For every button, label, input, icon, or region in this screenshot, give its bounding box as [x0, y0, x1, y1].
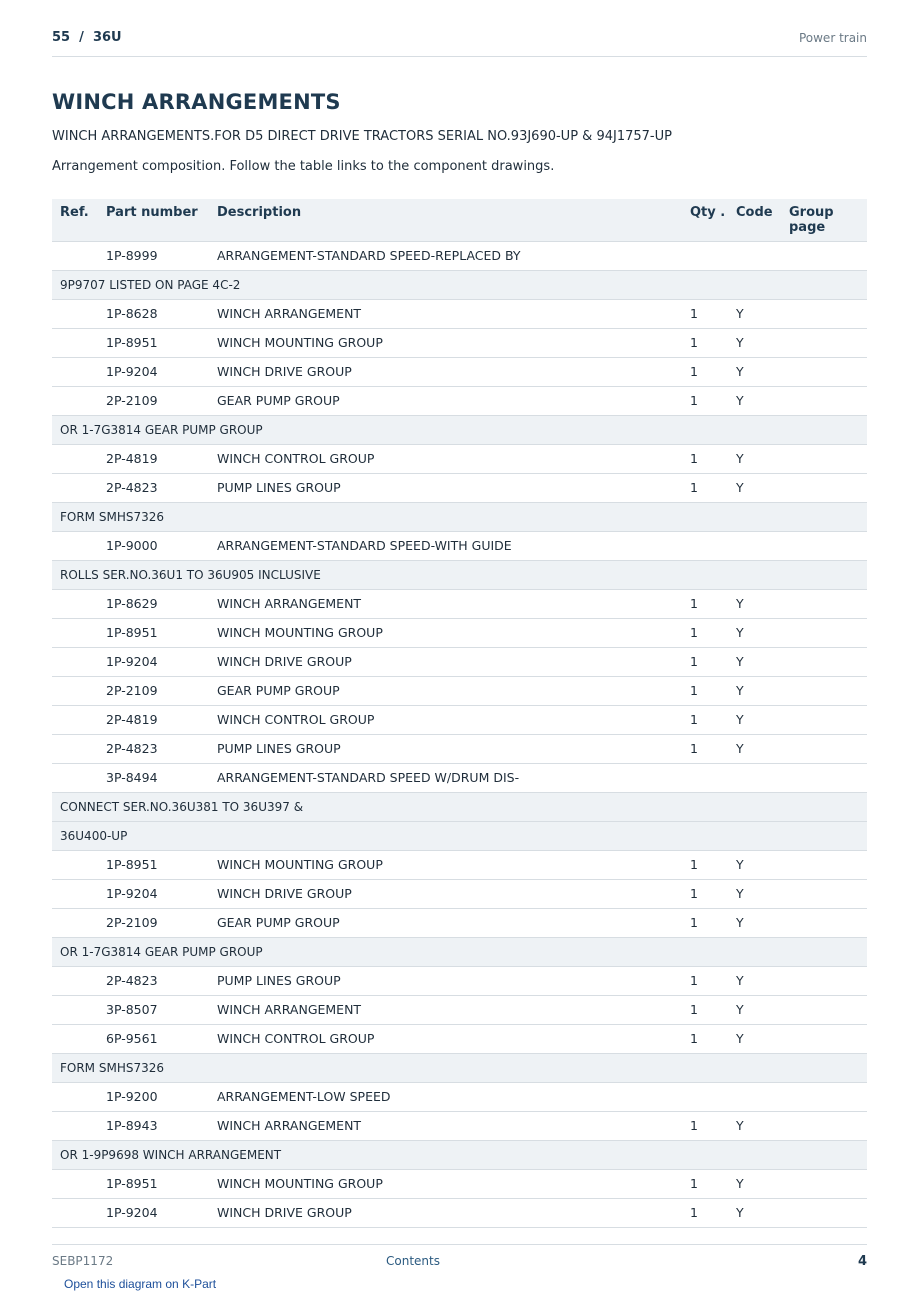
- code-cell: Y: [728, 676, 781, 705]
- qty-cell: 1: [682, 705, 728, 734]
- page-title: WINCH ARRANGEMENTS: [52, 90, 341, 114]
- table-row: [52, 705, 867, 734]
- code-cell: Y: [728, 879, 781, 908]
- description-cell: WINCH DRIVE GROUP: [209, 647, 682, 676]
- table-row: [52, 1169, 867, 1198]
- ref-cell: [52, 444, 98, 473]
- table-row: [52, 676, 867, 705]
- table-note-row: [52, 821, 867, 850]
- code-cell: Y: [728, 705, 781, 734]
- qty-cell: 1: [682, 357, 728, 386]
- header-ref: Ref.: [52, 199, 98, 241]
- table-row: [52, 1024, 867, 1053]
- page-number: 4: [857, 1254, 867, 1269]
- description-cell: WINCH MOUNTING GROUP: [209, 328, 682, 357]
- code-cell: Y: [728, 850, 781, 879]
- description-cell: WINCH MOUNTING GROUP: [209, 850, 682, 879]
- part-number-cell[interactable]: 1P-8951: [98, 328, 209, 357]
- table-row: [52, 444, 867, 473]
- note-text: OR 1-9P9698 WINCH ARRANGEMENT: [52, 1140, 867, 1169]
- group-page-cell: [781, 676, 867, 705]
- table-row: [52, 531, 867, 560]
- description-cell: WINCH MOUNTING GROUP: [209, 618, 682, 647]
- group-page-cell: [781, 734, 867, 763]
- description-cell: PUMP LINES GROUP: [209, 966, 682, 995]
- code-cell: Y: [728, 966, 781, 995]
- code-cell: Y: [728, 473, 781, 502]
- table-row: [52, 589, 867, 618]
- ref-cell: [52, 763, 98, 792]
- group-page-cell: [781, 763, 867, 792]
- qty-cell: 1: [682, 966, 728, 995]
- part-number-cell[interactable]: 2P-2109: [98, 386, 209, 415]
- group-page-cell: [781, 444, 867, 473]
- table-note-row: [52, 560, 867, 589]
- qty-cell: 1: [682, 1169, 728, 1198]
- part-number-cell[interactable]: 1P-8943: [98, 1111, 209, 1140]
- qty-cell: 1: [682, 386, 728, 415]
- description-cell: WINCH ARRANGEMENT: [209, 995, 682, 1024]
- table-row: [52, 734, 867, 763]
- table-row: [52, 966, 867, 995]
- qty-cell: 1: [682, 908, 728, 937]
- ref-cell: [52, 328, 98, 357]
- group-page-cell: [781, 1024, 867, 1053]
- description-cell: GEAR PUMP GROUP: [209, 908, 682, 937]
- code-cell: Y: [728, 357, 781, 386]
- part-number-cell[interactable]: 3P-8494: [98, 763, 209, 792]
- group-page-cell: [781, 1198, 867, 1227]
- table-header-row: [52, 199, 867, 241]
- code-cell: Y: [728, 444, 781, 473]
- part-number-cell[interactable]: 1P-9204: [98, 1198, 209, 1227]
- part-number-cell[interactable]: 1P-8999: [98, 241, 209, 270]
- group-page-cell: [781, 705, 867, 734]
- part-number-cell[interactable]: 2P-4819: [98, 444, 209, 473]
- qty-cell: 1: [682, 1024, 728, 1053]
- group-page-cell: [781, 328, 867, 357]
- part-number-cell[interactable]: 2P-2109: [98, 908, 209, 937]
- ref-cell: [52, 531, 98, 560]
- group-page-cell: [781, 531, 867, 560]
- part-number-cell[interactable]: 2P-2109: [98, 676, 209, 705]
- qty-cell: 1: [682, 734, 728, 763]
- ref-cell: [52, 995, 98, 1024]
- code-cell: Y: [728, 1024, 781, 1053]
- table-row: [52, 1198, 867, 1227]
- note-text: CONNECT SER.NO.36U381 TO 36U397 &: [52, 792, 867, 821]
- group-page-cell: [781, 908, 867, 937]
- qty-cell: 1: [682, 647, 728, 676]
- description-cell: WINCH CONTROL GROUP: [209, 705, 682, 734]
- parts-table-body: [52, 241, 867, 1227]
- note-text: OR 1-7G3814 GEAR PUMP GROUP: [52, 415, 867, 444]
- code-cell: Y: [728, 386, 781, 415]
- table-row: [52, 995, 867, 1024]
- table-row: [52, 473, 867, 502]
- qty-cell: 1: [682, 1198, 728, 1227]
- header-group-page: Group page: [781, 199, 867, 241]
- table-row: [52, 1082, 867, 1111]
- note-text: OR 1-7G3814 GEAR PUMP GROUP: [52, 937, 867, 966]
- description-cell: WINCH MOUNTING GROUP: [209, 1169, 682, 1198]
- ref-cell: [52, 1198, 98, 1227]
- description-cell: WINCH ARRANGEMENT: [209, 299, 682, 328]
- part-number-cell[interactable]: 2P-4819: [98, 705, 209, 734]
- header-code: Code: [728, 199, 781, 241]
- ref-cell: [52, 1169, 98, 1198]
- code-cell: [728, 763, 781, 792]
- ref-cell: [52, 473, 98, 502]
- group-page-cell: [781, 995, 867, 1024]
- ref-cell: [52, 618, 98, 647]
- qty-cell: 1: [682, 676, 728, 705]
- part-number-cell[interactable]: 1P-8951: [98, 1169, 209, 1198]
- intro-text: Arrangement composition. Follow the table links to the component drawings.: [52, 159, 555, 174]
- part-number-cell[interactable]: 6P-9561: [98, 1024, 209, 1053]
- description-cell: WINCH ARRANGEMENT: [209, 589, 682, 618]
- qty-cell: [682, 531, 728, 560]
- code-cell: Y: [728, 589, 781, 618]
- code-cell: [728, 531, 781, 560]
- header-part-number: Part number: [98, 199, 209, 241]
- table-row: [52, 299, 867, 328]
- qty-cell: 1: [682, 618, 728, 647]
- part-number-cell[interactable]: 1P-9000: [98, 531, 209, 560]
- description-cell: PUMP LINES GROUP: [209, 734, 682, 763]
- ref-cell: [52, 1024, 98, 1053]
- part-number-cell[interactable]: 1P-8951: [98, 850, 209, 879]
- note-text: ROLLS SER.NO.36U1 TO 36U905 INCLUSIVE: [52, 560, 867, 589]
- code-cell: Y: [728, 995, 781, 1024]
- code-cell: Y: [728, 908, 781, 937]
- description-cell: WINCH ARRANGEMENT: [209, 1111, 682, 1140]
- qty-cell: 1: [682, 589, 728, 618]
- note-text: 9P9707 LISTED ON PAGE 4C-2: [52, 270, 867, 299]
- part-number-cell[interactable]: 1P-8951: [98, 618, 209, 647]
- part-number-cell[interactable]: 1P-9204: [98, 879, 209, 908]
- group-page-cell: [781, 850, 867, 879]
- description-cell: PUMP LINES GROUP: [209, 473, 682, 502]
- qty-cell: 1: [682, 444, 728, 473]
- table-row: [52, 357, 867, 386]
- table-note-row: [52, 415, 867, 444]
- table-row: [52, 386, 867, 415]
- part-number-cell[interactable]: 1P-9204: [98, 647, 209, 676]
- ref-cell: [52, 647, 98, 676]
- table-note-row: [52, 792, 867, 821]
- note-text: FORM SMHS7326: [52, 502, 867, 531]
- qty-cell: 1: [682, 299, 728, 328]
- parts-table: [52, 199, 867, 1228]
- part-number-cell[interactable]: 1P-9204: [98, 357, 209, 386]
- description-cell: WINCH CONTROL GROUP: [209, 1024, 682, 1053]
- table-row: [52, 850, 867, 879]
- code-cell: Y: [728, 618, 781, 647]
- description-cell: WINCH DRIVE GROUP: [209, 357, 682, 386]
- description-cell: GEAR PUMP GROUP: [209, 386, 682, 415]
- ref-cell: [52, 705, 98, 734]
- code-cell: Y: [728, 299, 781, 328]
- group-page-cell: [781, 966, 867, 995]
- ref-cell: [52, 850, 98, 879]
- table-row: [52, 908, 867, 937]
- ref-cell: [52, 357, 98, 386]
- code-cell: Y: [728, 1169, 781, 1198]
- code-cell: [728, 1082, 781, 1111]
- description-cell: ARRANGEMENT-LOW SPEED: [209, 1082, 682, 1111]
- qty-cell: 1: [682, 328, 728, 357]
- part-number-cell[interactable]: 1P-9200: [98, 1082, 209, 1111]
- table-note-row: [52, 1140, 867, 1169]
- ref-cell: [52, 734, 98, 763]
- description-cell: ARRANGEMENT-STANDARD SPEED-REPLACED BY: [209, 241, 682, 270]
- table-note-row: [52, 1053, 867, 1082]
- table-row: [52, 1111, 867, 1140]
- group-page-cell: [781, 386, 867, 415]
- code-cell: Y: [728, 328, 781, 357]
- document-id: SEBP1172: [52, 1254, 114, 1268]
- qty-cell: [682, 241, 728, 270]
- description-cell: ARRANGEMENT-STANDARD SPEED-WITH GUIDE: [209, 531, 682, 560]
- description-cell: ARRANGEMENT-STANDARD SPEED W/DRUM DIS-: [209, 763, 682, 792]
- ref-cell: [52, 908, 98, 937]
- group-page-cell: [781, 241, 867, 270]
- ref-cell: [52, 879, 98, 908]
- table-row: [52, 328, 867, 357]
- ref-cell: [52, 676, 98, 705]
- code-cell: Y: [728, 647, 781, 676]
- kpart-link[interactable]: Open this diagram on K-Part: [64, 1277, 217, 1291]
- part-number-cell[interactable]: 2P-4823: [98, 473, 209, 502]
- ref-cell: [52, 1111, 98, 1140]
- breadcrumb: 55 / 36U: [52, 30, 122, 45]
- group-page-cell: [781, 299, 867, 328]
- group-page-cell: [781, 647, 867, 676]
- part-number-cell[interactable]: 1P-8628: [98, 299, 209, 328]
- table-note-row: [52, 502, 867, 531]
- table-note-row: [52, 937, 867, 966]
- note-text: 36U400-UP: [52, 821, 867, 850]
- group-page-cell: [781, 473, 867, 502]
- header-description: Description: [209, 199, 682, 241]
- ref-cell: [52, 299, 98, 328]
- ref-cell: [52, 589, 98, 618]
- table-row: [52, 241, 867, 270]
- table-note-row: [52, 270, 867, 299]
- group-page-cell: [781, 1169, 867, 1198]
- ref-cell: [52, 241, 98, 270]
- contents-link[interactable]: Contents: [386, 1254, 440, 1268]
- qty-cell: 1: [682, 1111, 728, 1140]
- part-number-cell[interactable]: 2P-4823: [98, 734, 209, 763]
- part-number-cell[interactable]: 1P-8629: [98, 589, 209, 618]
- qty-cell: 1: [682, 879, 728, 908]
- group-page-cell: [781, 589, 867, 618]
- table-row: [52, 763, 867, 792]
- description-cell: WINCH DRIVE GROUP: [209, 879, 682, 908]
- qty-cell: 1: [682, 995, 728, 1024]
- code-cell: [728, 241, 781, 270]
- table-row: [52, 647, 867, 676]
- section-label: Power train: [798, 31, 867, 45]
- qty-cell: 1: [682, 850, 728, 879]
- note-text: FORM SMHS7326: [52, 1053, 867, 1082]
- code-cell: Y: [728, 1111, 781, 1140]
- code-cell: Y: [728, 734, 781, 763]
- description-cell: WINCH DRIVE GROUP: [209, 1198, 682, 1227]
- description-cell: WINCH CONTROL GROUP: [209, 444, 682, 473]
- group-page-cell: [781, 1082, 867, 1111]
- table-row: [52, 879, 867, 908]
- group-page-cell: [781, 1111, 867, 1140]
- group-page-cell: [781, 618, 867, 647]
- top-bar: [52, 28, 867, 57]
- qty-cell: 1: [682, 473, 728, 502]
- qty-cell: [682, 1082, 728, 1111]
- header-qty: Qty .: [682, 199, 728, 241]
- qty-cell: [682, 763, 728, 792]
- part-number-cell[interactable]: 2P-4823: [98, 966, 209, 995]
- code-cell: Y: [728, 1198, 781, 1227]
- page-footer: [52, 1244, 867, 1275]
- ref-cell: [52, 966, 98, 995]
- group-page-cell: [781, 879, 867, 908]
- table-row: [52, 618, 867, 647]
- ref-cell: [52, 386, 98, 415]
- group-page-cell: [781, 357, 867, 386]
- description-cell: GEAR PUMP GROUP: [209, 676, 682, 705]
- ref-cell: [52, 1082, 98, 1111]
- page-subtitle: WINCH ARRANGEMENTS.FOR D5 DIRECT DRIVE TRACTORS SERIAL NO.93J690-UP & 94J1757-UP: [52, 129, 672, 144]
- part-number-cell[interactable]: 3P-8507: [98, 995, 209, 1024]
